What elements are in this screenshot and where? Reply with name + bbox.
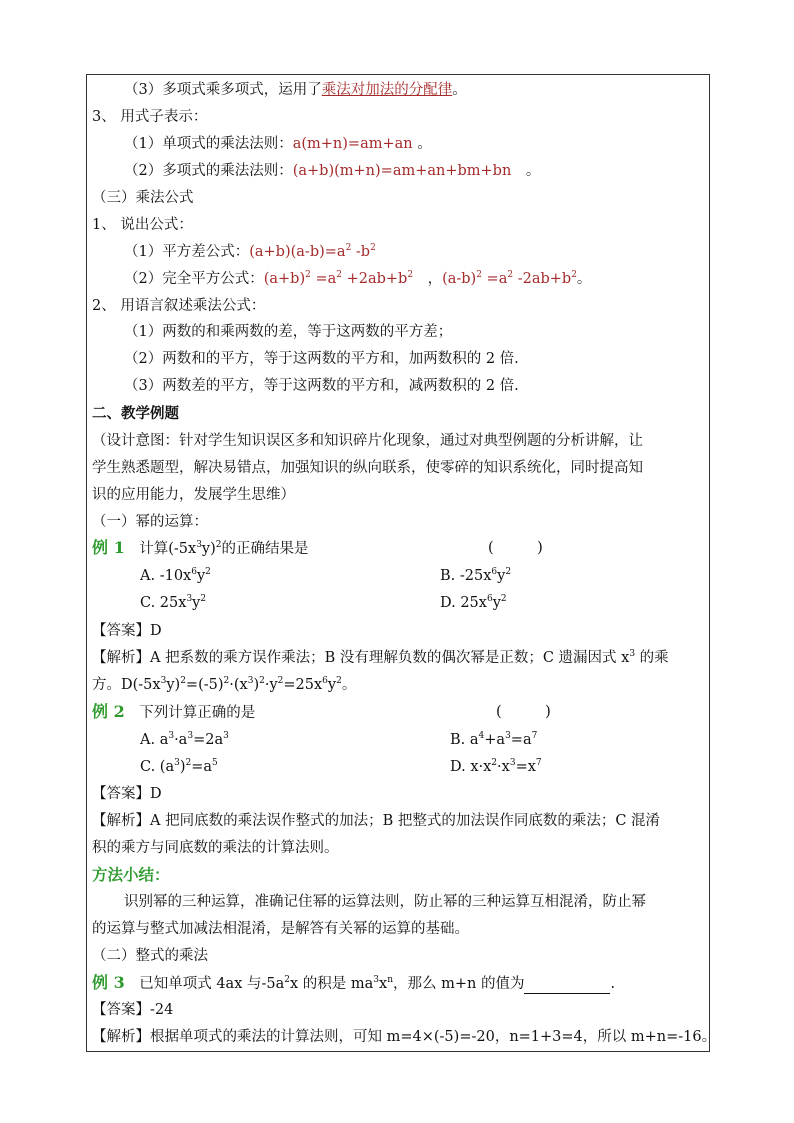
method-summary-line-2: 的运算与整式加减法相混淆，是解答有关幂的运算的基础。 [92,921,469,937]
verbal-desc-1: （1）两数的和乘两数的差，等于这两数的平方差； [124,324,453,340]
perfect-square-diff-formula: $(a-b)^2 =a^2$ $-2ab+b^2$ [442,270,577,287]
design-intent-line-1: （设计意图：针对学生知识误区多和知识碎片化现象，通过对典型例题的分析讲解，让 [92,433,643,449]
example-2-option-b: B. $a^4+a^3=a^7$ [450,731,538,748]
polynomial-multiplication-subheading: （二）整式的乘法 [92,948,208,964]
example-2-question: 例 2 下列计算正确的是 [92,702,256,721]
example-1-answer: 【答案】D [92,623,162,639]
multiplication-formula-heading: （三）乘法公式 [92,190,194,206]
verbal-desc-3: （3）两数差的平方，等于这两数的平方和，减两数积的 2 倍. [124,378,519,394]
example-1-explanation-line-1: 【解析】A 把系数的乘方误作乘法；B 没有理解负数的偶次幂是正数；C 遗漏因式 $x^3$ 的乘 [92,649,669,666]
example-1-question: 例 1 计算$(-5x^3y)^2$的正确结果是 [92,538,309,557]
example-1-option-d: D. $25x^6y^2$ [440,594,507,611]
difference-of-squares-formula: $(a+b)(a-b)=a^2$ $-b^2$ [249,243,376,260]
perfect-square: （2）完全平方公式：$(a+b)^2 =a^2 +2ab+b^2$ ，$(a-b)^2 =a^2$ $-2ab+b^2$。 [124,270,592,287]
method-summary-heading: 方法小结： [92,865,170,884]
example-2-answer: 【答案】D [92,786,162,802]
example-1-option-b: B. $-25x^6y^2$ [440,567,512,584]
item-3-heading: 3、 用式子表示： [92,109,208,125]
design-intent-line-3: 识的应用能力，发展学生思维） [92,487,295,503]
difference-of-squares: （1）平方差公式：$(a+b)(a-b)=a^2$ $-b^2$ [124,243,376,260]
example-3-fill-blank [524,979,610,994]
example-2-answer-blank: ( ) [496,704,551,720]
example-2-option-c: C. $(a^3)^2=a^5$ [140,758,218,775]
item-1-state-formulas: 1、 说出公式： [92,217,193,233]
distributive-law-highlight: 乘法对加法的分配律 [321,82,453,98]
verbal-desc-2: （2）两数和的平方，等于这两数的平方和，加两数积的 2 倍. [124,351,519,367]
example-2-option-a: A. $a^3\cdot a^3=2a^3$ [140,731,229,748]
item-2-verbal-formulas: 2、 用语言叙述乘法公式： [92,298,266,314]
example-3-question: 例 3 已知单项式 4ax 与$-5a^2x$ 的积是 $ma^3x^n$，那么 m+n 的值为 . [92,973,616,992]
design-intent-line-2: 学生熟悉题型，解决易错点，加强知识的纵向联系，使零碎的知识系统化，同时提高知 [92,460,643,476]
example-1-tag: 例 1 [92,538,125,557]
example-1-option-c: C. $25x^3y^2$ [140,594,207,611]
teaching-examples-heading: 二、教学例题 [92,405,179,422]
example-2-explanation-line-1: 【解析】A 把同底数的乘法误作整式的加法；B 把整式的加法误作同底数的乘法；C 混淆 [92,813,661,829]
example-1-answer-blank: ( ) [488,540,543,556]
method-summary-line-1: 识别幂的三种运算，准确记住幂的运算法则，防止幂的三种运算互相混淆，防止幂 [124,894,646,910]
power-operations-subheading: （一）幂的运算： [92,514,208,530]
example-3-explanation: 【解析】根据单项式的乘法的计算法则，可知 m=4×(-5)=-20，n=1+3=4，所以 m+n=-16。 [92,1029,717,1045]
polynomial-rule: （2）多项式的乘法法则：(a+b)(m+n)=am+an+bm+bn 。 [124,163,541,179]
example-3-answer: 【答案】-24 [92,1002,174,1018]
example-1-option-a: A. $-10x^6y^2$ [140,567,211,584]
example-1-explanation-line-2: 方。$D(-5x^3y)^2=(-5)^2\cdot(x^3)^2\cdot y^2=25x^6y^2$。 [92,676,357,693]
example-2-explanation-line-2: 积的乘方与同底数的乘法的计算法则。 [92,840,339,856]
example-3-tag: 例 3 [92,973,125,992]
example-2-option-d: D. $x\cdot x^2\cdot x^3=x^7$ [450,758,542,775]
perfect-square-sum-formula: $(a+b)^2 =a^2 +2ab+b^2$ [263,270,414,287]
monomial-rule: （1）单项式的乘法法则：a(m+n)=am+an 。 [124,136,432,152]
line-polynomial-times-polynomial: （3）多项式乘多项式，运用了乘法对加法的分配律。 [124,82,467,98]
monomial-rule-formula: a(m+n)=am+an [292,136,413,152]
example-2-tag: 例 2 [92,702,125,721]
polynomial-rule-formula: (a+b)(m+n)=am+an+bm+bn [292,163,512,179]
